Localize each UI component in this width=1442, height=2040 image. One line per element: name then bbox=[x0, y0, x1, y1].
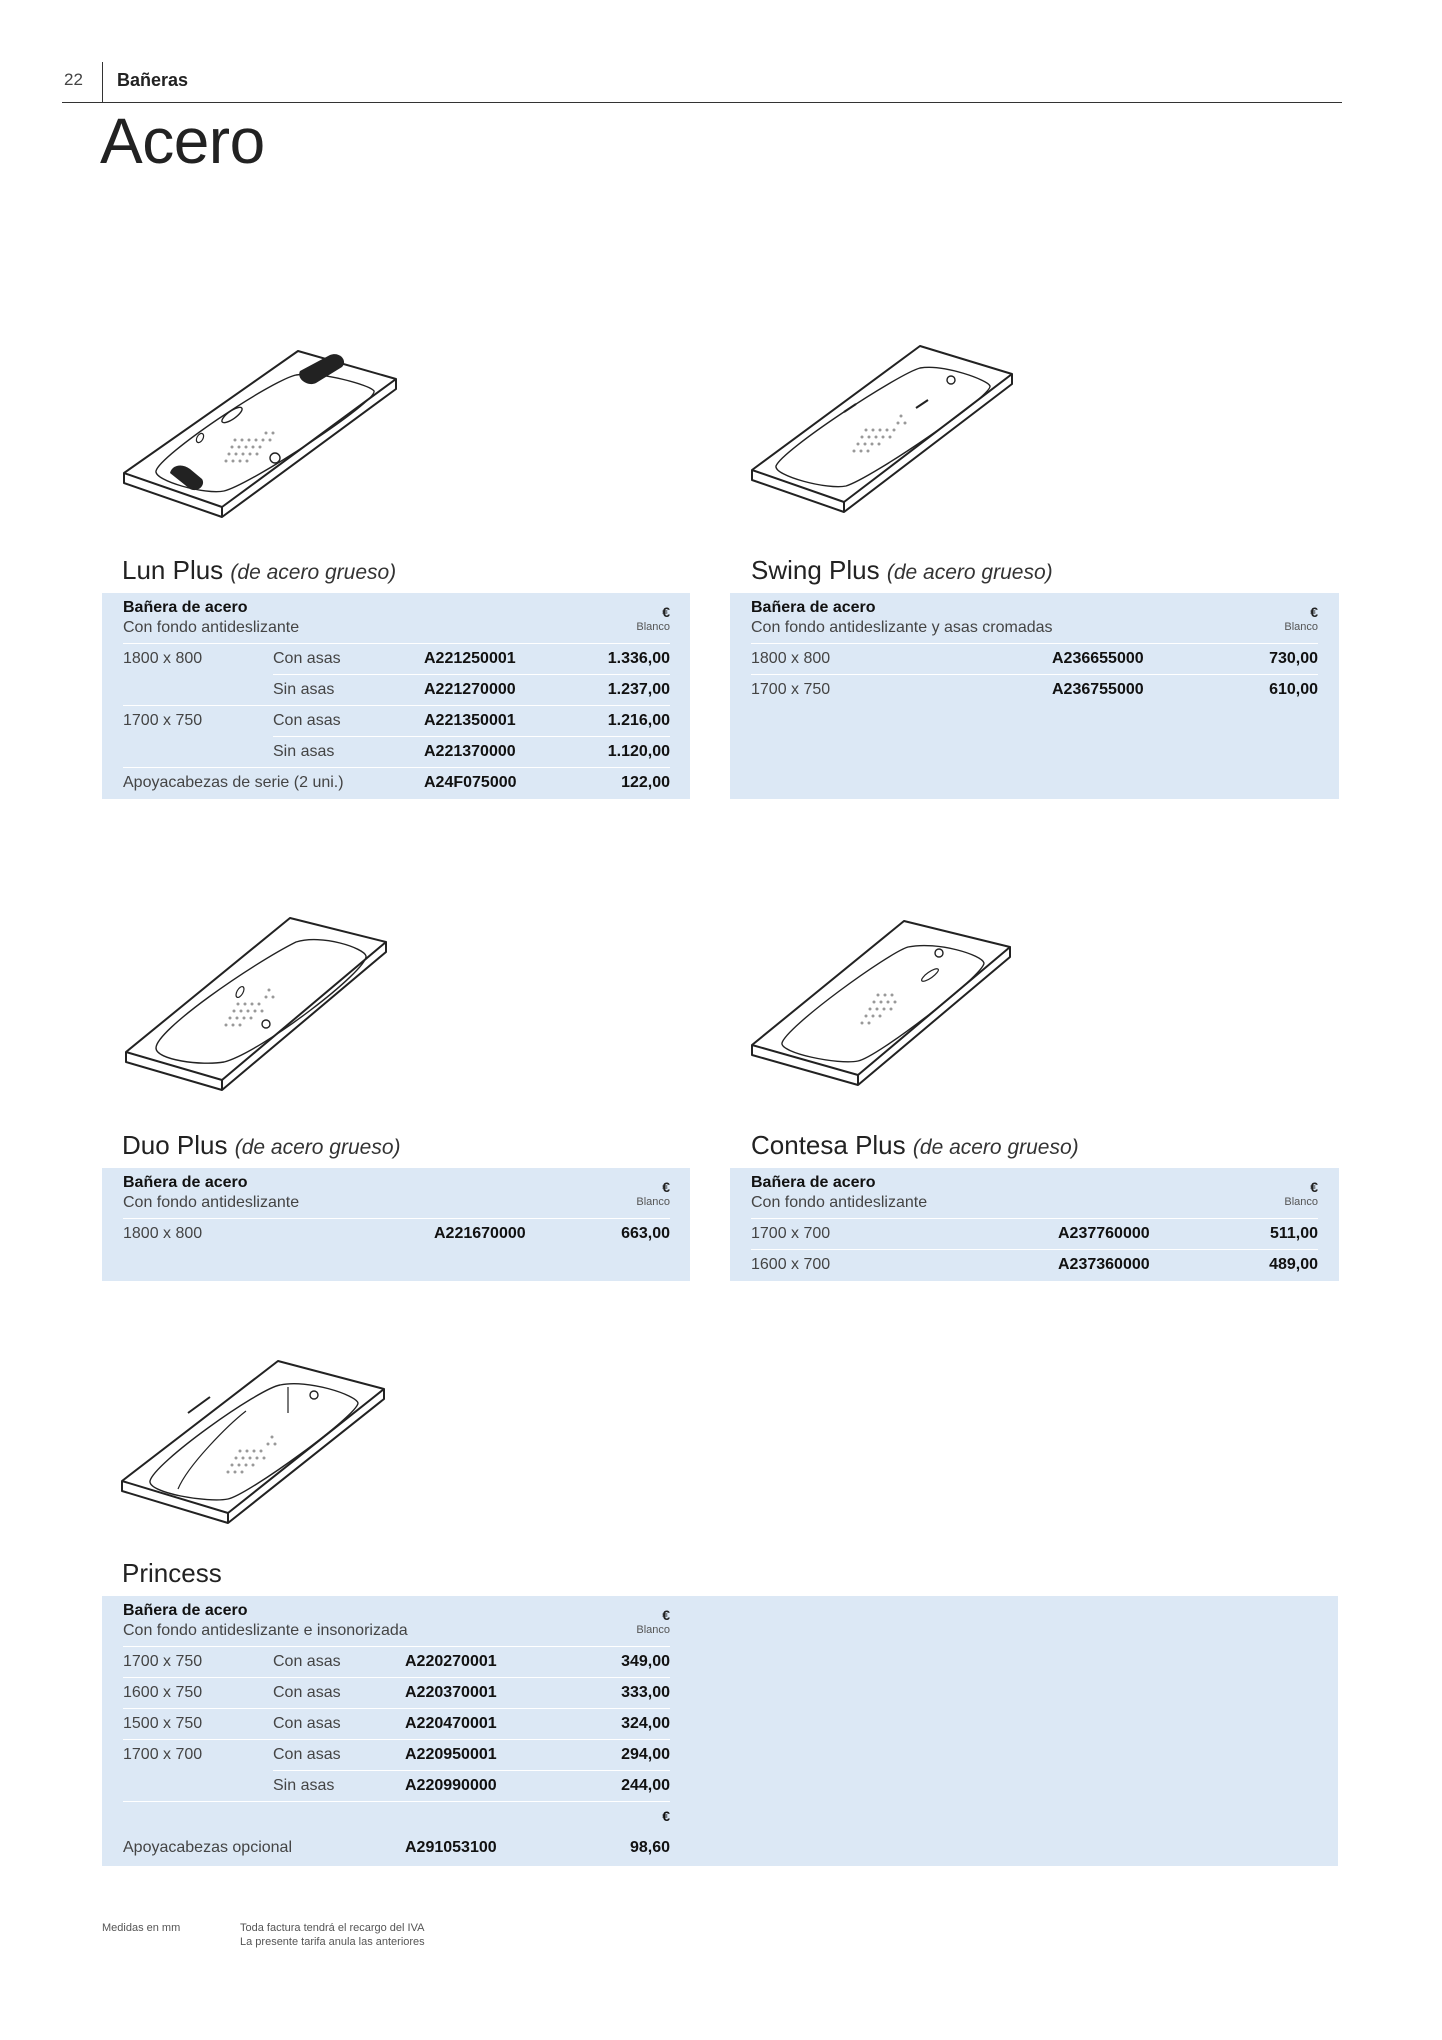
table-section-label: Bañera de acero bbox=[123, 1602, 248, 1619]
price: 1.336,00 bbox=[607, 650, 670, 667]
product-code: A220270001 bbox=[405, 1653, 497, 1670]
product-title: Princess bbox=[122, 1558, 222, 1588]
table-row bbox=[730, 1218, 1339, 1249]
variant: Con asas bbox=[273, 650, 341, 667]
currency-label: € bbox=[1310, 1179, 1318, 1195]
product-code: A291053100 bbox=[405, 1839, 497, 1856]
variant: Con asas bbox=[273, 1715, 341, 1732]
product-code: A237360000 bbox=[1058, 1256, 1150, 1273]
variant: Sin asas bbox=[273, 681, 335, 698]
footer-note-supersedes: La presente tarifa anula las anteriores bbox=[240, 1936, 425, 1948]
product-title: Duo Plus bbox=[122, 1130, 228, 1160]
product-name-princess bbox=[122, 1558, 222, 1589]
table-section-label: Bañera de acero bbox=[751, 599, 876, 616]
currency-label: € bbox=[662, 1607, 670, 1623]
size: 1700 x 700 bbox=[123, 1746, 203, 1763]
price: 511,00 bbox=[1269, 1225, 1318, 1242]
price: 333,00 bbox=[621, 1684, 670, 1701]
table-section-label: Bañera de acero bbox=[123, 599, 248, 616]
page-number: 22 bbox=[64, 70, 83, 89]
section-title: Bañeras bbox=[117, 70, 189, 90]
product-note: (de acero grueso) bbox=[234, 1136, 401, 1159]
table-section-label: Bañera de acero bbox=[123, 1174, 248, 1191]
product-note: (de acero grueso) bbox=[230, 561, 397, 584]
currency-label: € bbox=[662, 1808, 670, 1824]
product-code: A221670000 bbox=[434, 1225, 526, 1242]
price: 294,00 bbox=[621, 1746, 670, 1763]
finish-label: Blanco bbox=[1284, 1196, 1318, 1208]
size: 1500 x 750 bbox=[123, 1715, 203, 1732]
price: 349,00 bbox=[621, 1653, 670, 1670]
product-code: A237760000 bbox=[1058, 1225, 1150, 1242]
contesa-plus-bathtub-image bbox=[748, 915, 1018, 1115]
table-row bbox=[730, 643, 1339, 674]
size: 1700 x 750 bbox=[123, 712, 203, 729]
product-code: A220470001 bbox=[405, 1715, 497, 1732]
product-title: Lun Plus bbox=[122, 555, 224, 585]
footer-note-tax: Toda factura tendrá el recargo del IVA bbox=[240, 1922, 425, 1934]
price: 324,00 bbox=[621, 1715, 670, 1732]
variant: Sin asas bbox=[273, 743, 335, 760]
table-row bbox=[102, 1646, 690, 1677]
product-code: A24F075000 bbox=[424, 774, 517, 791]
table-subtitle: Con fondo antideslizante bbox=[123, 1194, 300, 1211]
product-name-duo-plus bbox=[122, 1130, 401, 1161]
table-row bbox=[102, 705, 690, 736]
price-table-swing-plus bbox=[730, 593, 1339, 799]
product-code: A236755000 bbox=[1052, 681, 1144, 698]
table-subtitle: Con fondo antideslizante y asas cromadas bbox=[751, 619, 1053, 636]
variant: Con asas bbox=[273, 1746, 341, 1763]
price-table-duo-plus bbox=[102, 1168, 690, 1281]
table-row bbox=[730, 1249, 1339, 1280]
princess-bathtub-image bbox=[118, 1355, 388, 1555]
footer-notes bbox=[240, 1921, 425, 1949]
size: 1800 x 800 bbox=[751, 650, 831, 667]
product-name-lun-plus bbox=[122, 555, 396, 586]
duo-plus-bathtub-image bbox=[122, 912, 392, 1117]
size: 1700 x 750 bbox=[751, 681, 831, 698]
table-subtitle: Con fondo antideslizante e insonorizada bbox=[123, 1622, 408, 1639]
table-row bbox=[102, 1677, 690, 1708]
price-table-lun-plus bbox=[102, 593, 690, 799]
size: 1700 x 750 bbox=[123, 1653, 203, 1670]
currency-label: € bbox=[1310, 604, 1318, 620]
product-code: A221270000 bbox=[424, 681, 516, 698]
table-row bbox=[102, 1739, 690, 1770]
product-name-contesa-plus bbox=[751, 1130, 1079, 1161]
product-note: (de acero grueso) bbox=[912, 1136, 1079, 1159]
lun-plus-bathtub-image bbox=[120, 345, 400, 545]
finish-label: Blanco bbox=[636, 1624, 670, 1636]
table-row bbox=[102, 1708, 690, 1739]
product-code: A220370001 bbox=[405, 1684, 497, 1701]
table-row bbox=[102, 643, 690, 674]
price: 1.216,00 bbox=[607, 712, 670, 729]
price: 122,00 bbox=[621, 774, 670, 791]
price: 244,00 bbox=[621, 1777, 670, 1794]
table-subtitle: Con fondo antideslizante bbox=[123, 619, 300, 636]
swing-plus-bathtub-image bbox=[748, 340, 1018, 545]
extra-currency-row bbox=[102, 1801, 690, 1832]
size: 1800 x 800 bbox=[123, 650, 203, 667]
price: 98,60 bbox=[629, 1839, 670, 1856]
price-table-princess bbox=[102, 1596, 690, 1866]
table-subtitle: Con fondo antideslizante bbox=[751, 1194, 928, 1211]
variant: Sin asas bbox=[273, 1777, 335, 1794]
finish-label: Blanco bbox=[636, 621, 670, 633]
product-code: A220990000 bbox=[405, 1777, 497, 1794]
variant: Con asas bbox=[273, 1684, 341, 1701]
table-row bbox=[102, 1832, 690, 1863]
product-code: A221350001 bbox=[424, 712, 516, 729]
header-rule bbox=[62, 102, 1342, 103]
finish-label: Blanco bbox=[1284, 621, 1318, 633]
table-row bbox=[102, 767, 690, 798]
currency-label: € bbox=[662, 604, 670, 620]
product-code: A221370000 bbox=[424, 743, 516, 760]
price: 489,00 bbox=[1269, 1256, 1318, 1273]
price: 1.120,00 bbox=[607, 743, 670, 760]
product-title: Swing Plus bbox=[751, 555, 880, 585]
table-row bbox=[102, 1218, 690, 1249]
variant: Con asas bbox=[273, 712, 341, 729]
product-code: A220950001 bbox=[405, 1746, 497, 1763]
table-section-label: Bañera de acero bbox=[751, 1174, 876, 1191]
size: Apoyacabezas opcional bbox=[123, 1839, 293, 1856]
product-name-swing-plus bbox=[751, 555, 1053, 586]
size: 1700 x 700 bbox=[751, 1225, 831, 1242]
table-row bbox=[730, 674, 1339, 705]
table-row bbox=[102, 1770, 690, 1801]
price: 610,00 bbox=[1269, 681, 1318, 698]
product-code: A221250001 bbox=[424, 650, 516, 667]
header-divider bbox=[102, 62, 103, 102]
product-title: Contesa Plus bbox=[751, 1130, 906, 1160]
price-table-contesa-plus bbox=[730, 1168, 1339, 1281]
product-note: (de acero grueso) bbox=[886, 561, 1053, 584]
size: 1600 x 750 bbox=[123, 1684, 203, 1701]
price: 1.237,00 bbox=[607, 681, 670, 698]
price: 663,00 bbox=[621, 1225, 670, 1242]
price: 730,00 bbox=[1269, 650, 1318, 667]
size: 1600 x 700 bbox=[751, 1256, 831, 1273]
currency-label: € bbox=[662, 1179, 670, 1195]
product-code: A236655000 bbox=[1052, 650, 1144, 667]
size: 1800 x 800 bbox=[123, 1225, 203, 1242]
variant: Con asas bbox=[273, 1653, 341, 1670]
footer-units: Medidas en mm bbox=[102, 1922, 181, 1934]
finish-label: Blanco bbox=[636, 1196, 670, 1208]
page-title: Acero bbox=[100, 105, 265, 177]
table-row bbox=[102, 736, 690, 767]
size: Apoyacabezas de serie (2 uni.) bbox=[123, 774, 344, 791]
table-row bbox=[102, 674, 690, 705]
